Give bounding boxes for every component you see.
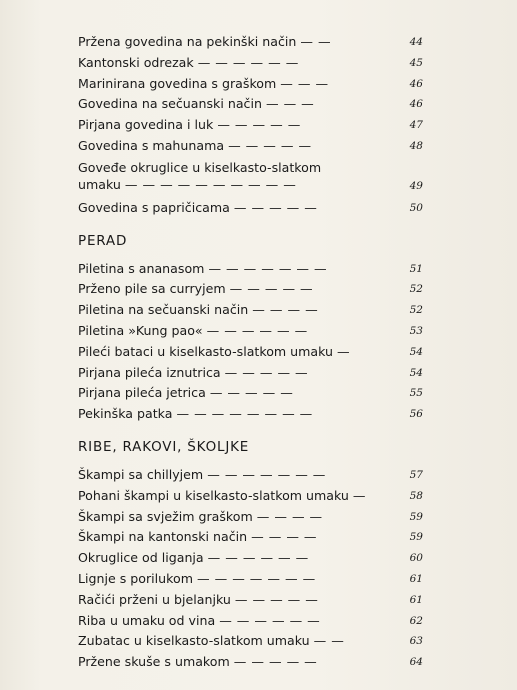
toc-entry (78, 53, 423, 74)
toc-entry (78, 631, 423, 652)
leader-dashes: — — — — — (209, 385, 294, 401)
entry-title: Lignje s porilukom (78, 570, 193, 586)
leader-dashes: — — — — — (229, 281, 314, 297)
leader-dashes: — — — — — (233, 199, 318, 215)
page-number: 57 (409, 468, 423, 481)
leader-dashes: — — — — — (217, 117, 301, 133)
page-number: 54 (409, 366, 423, 379)
leader-dashes: — — — (265, 96, 315, 112)
page-number: 61 (409, 593, 423, 606)
entry-title: Pekinška patka (78, 406, 173, 422)
entry-title: Zubatac u kiselkasto-slatkom umaku (78, 633, 310, 649)
toc-entry (78, 115, 423, 136)
section-heading-fish: RIBE, RAKOVI, ŠKOLJKE (78, 438, 250, 455)
entry-title: Piletina na sečuanski način (78, 302, 249, 318)
entry-title: Prženo pile sa curryjem (78, 281, 226, 297)
entry-title: Pirjana pileća iznutrica (78, 364, 221, 380)
page-number: 52 (409, 283, 423, 296)
entry-title: Pirjana govedina i luk (78, 117, 214, 133)
entry-title: Marinirana govedina s graškom (78, 75, 277, 91)
page-number: 60 (409, 552, 423, 565)
entry-title: Piletina »Kung pao« (78, 322, 203, 338)
toc-entry (78, 136, 423, 157)
leader-dashes: — — — — — (228, 137, 312, 153)
entry-title: Pileći bataci u kiselkasto-slatkom umaku (78, 343, 334, 359)
entry-title: Okruglice od liganja (78, 550, 204, 566)
page-number: 49 (409, 179, 423, 192)
table-of-contents (78, 32, 423, 673)
leader-dashes: — — — — — — — — (176, 406, 313, 422)
entry-title: Škampi sa svježim graškom (78, 508, 253, 524)
leader-dashes: — — — — — (233, 654, 318, 670)
entry-title: Račići prženi u bjelanjku (78, 591, 231, 607)
leader-dashes: — — — (280, 75, 329, 91)
leader-dashes: — — (313, 633, 345, 649)
leader-dashes: — — (300, 34, 332, 49)
toc-entry (78, 342, 423, 363)
leader-dashes: — — — — — — — (207, 466, 326, 482)
entry-title: Pirjana pileća jetrica (78, 385, 206, 401)
toc-entry (78, 611, 423, 632)
entry-title: Pržena govedina na pekinški način (78, 34, 297, 49)
section-heading-poultry: PERAD (78, 232, 128, 249)
entry-title-continued: umaku (78, 176, 121, 192)
toc-entry (78, 465, 423, 486)
toc-entry (78, 321, 423, 342)
page-number: 55 (409, 387, 423, 400)
page-number: 51 (409, 262, 423, 275)
toc-entry (78, 363, 423, 384)
leader-dashes: — — — — — — — (208, 260, 328, 276)
leader-dashes: — (337, 343, 351, 359)
toc-entry (78, 652, 423, 673)
toc-entry (78, 527, 423, 548)
leader-dashes: — — — — (251, 529, 318, 545)
toc-entry (78, 569, 423, 590)
toc-entry (78, 32, 423, 53)
entry-title: Govedina s papričicama (78, 199, 230, 215)
entry-title: Škampi na kantonski način (78, 529, 248, 545)
entry-title: Riba u umaku od vina (78, 612, 216, 628)
leader-dashes: — — — — — — — (197, 570, 316, 586)
page-number: 52 (409, 304, 423, 317)
toc-entry (78, 486, 423, 507)
page-number: 47 (409, 119, 423, 132)
toc-entry (78, 300, 423, 321)
leader-dashes: — — — — (256, 508, 323, 524)
leader-dashes: — (352, 487, 367, 503)
page-number: 44 (409, 36, 423, 48)
toc-entry (78, 157, 423, 198)
entry-title: Škampi sa chillyjem (78, 466, 204, 482)
page-number: 45 (409, 56, 423, 69)
page-number: 59 (409, 510, 423, 523)
leader-dashes: — — — — — — — — — — (124, 176, 297, 192)
entry-title: Govedina na sečuanski način (78, 96, 262, 112)
entry-title: Pohani škampi u kiselkasto-slatkom umaku (78, 487, 349, 503)
page-number: 46 (409, 98, 423, 111)
leader-dashes: — — — — (252, 302, 319, 318)
leader-dashes: — — — — — — (206, 322, 308, 338)
page-number: 61 (409, 572, 423, 585)
toc-entry (78, 259, 423, 280)
entry-title: Govedina s mahunama (78, 137, 225, 153)
leader-dashes: — — — — — — (219, 612, 321, 628)
page-number: 56 (409, 408, 423, 421)
page-number: 59 (409, 531, 423, 544)
entry-title: Piletina s ananasom (78, 260, 205, 276)
page-number: 48 (409, 139, 423, 152)
toc-entry (78, 383, 423, 404)
page-number: 46 (409, 77, 423, 90)
page-number: 50 (409, 201, 423, 214)
leader-dashes: — — — — — — (197, 54, 299, 70)
leader-dashes: — — — — — — (207, 550, 309, 566)
page-number: 58 (409, 489, 423, 502)
toc-entry (78, 548, 423, 569)
entry-title: Goveđe okruglice u kiselkasto-slatkom (78, 159, 322, 175)
entry-title: Pržene skuše s umakom (78, 654, 230, 670)
toc-entry (78, 74, 423, 95)
page-number: 54 (409, 345, 423, 358)
leader-dashes: — — — — — (234, 591, 319, 607)
page-number: 62 (409, 614, 423, 627)
page-number: 64 (409, 656, 423, 669)
toc-entry (78, 507, 423, 528)
toc-entry (78, 404, 423, 425)
toc-entry (78, 94, 423, 115)
page-number: 53 (409, 324, 423, 337)
toc-entry (78, 279, 423, 300)
leader-dashes: — — — — — (224, 364, 309, 380)
entry-title: Kantonski odrezak (78, 54, 194, 70)
toc-entry (78, 198, 423, 219)
page-number: 63 (409, 635, 423, 648)
toc-entry (78, 590, 423, 611)
